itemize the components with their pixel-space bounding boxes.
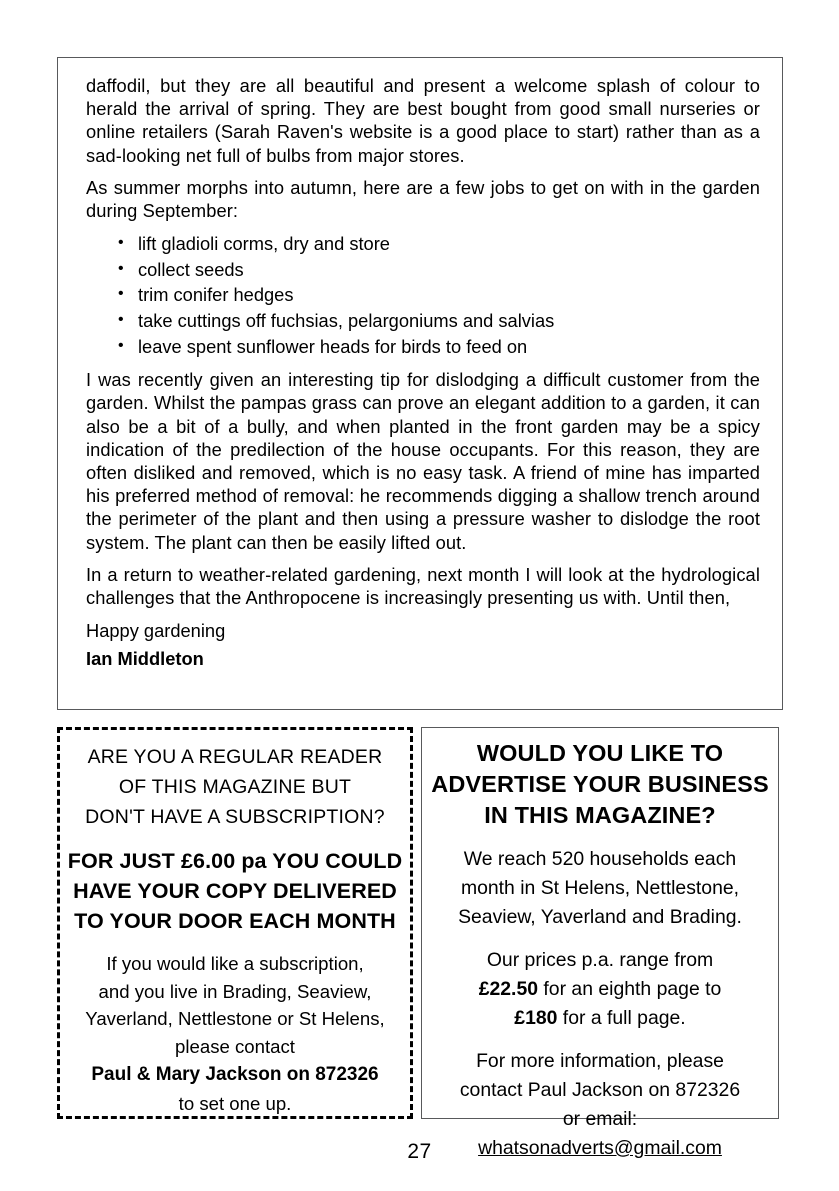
business-info-line-3: or email:	[562, 1108, 638, 1130]
subscription-body-line-4: please contact	[175, 1035, 295, 1057]
subscription-contact: Paul & Mary Jackson on 872326	[91, 1064, 379, 1085]
list-item: • lift gladioli corms, dry and store	[138, 231, 760, 257]
business-email-link[interactable]: whatsonadverts@gmail.com	[478, 1137, 722, 1159]
business-headline-line-2: ADVERTISE YOUR BUSINESS	[431, 771, 769, 797]
business-prices-intro: Our prices p.a. range from	[486, 949, 714, 971]
business-reach-line-3: Seaview, Yaverland and Brading.	[458, 906, 742, 928]
spacer	[422, 831, 778, 845]
business-headline-line-3: IN THIS MAGAZINE?	[484, 802, 716, 828]
business-price-full-amount: £180	[514, 1007, 558, 1029]
spacer	[422, 1033, 778, 1047]
subscription-headline-line-1: ARE YOU A REGULAR READER	[87, 746, 383, 768]
page-number: 27	[407, 1140, 432, 1163]
article-content	[58, 58, 782, 671]
subscription-body-line-1: If you would like a subscription,	[106, 953, 364, 974]
subscription-headline-line-3: DON'T HAVE A SUBSCRIPTION?	[85, 806, 385, 828]
subscription-headline-line-2: OF THIS MAGAZINE BUT	[118, 776, 352, 798]
spacer	[60, 936, 410, 950]
spacer	[422, 932, 778, 946]
subscription-advert-box	[57, 727, 413, 1119]
article-signoff: Happy gardening	[86, 620, 226, 642]
article-box	[57, 57, 783, 710]
list-item: • trim conifer hedges	[138, 282, 760, 308]
business-price-eighth-amount: £22.50	[478, 978, 539, 1000]
business-reach-line-1: We reach 520 households each	[463, 848, 737, 870]
subscription-offer-line-3: TO YOUR DOOR EACH MONTH	[74, 909, 396, 933]
subscription-offer-line-2: HAVE YOUR COPY DELIVERED	[73, 879, 397, 903]
article-paragraph: I was recently given an interesting tip for dislodging a difficult customer from the garden. Whilst the pampas grass can prove an elegant addition to a garden, it can also be a bit of a bully, and when planted in the front garden may be a spicy indication of the predilection of the house occupants. For this reason, they are often disliked and removed, which is no easy task. A friend of mine has imparted his preferred method of removal: he recommends digging a shallow trench around the perimeter of the plant and then using a pressure washer to dislodge the root system. The plant can then be easily lifted out.	[86, 369, 760, 553]
september-jobs-list	[86, 231, 760, 359]
list-item: • collect seeds	[138, 257, 760, 283]
business-price-full-text: for a full page.	[557, 1007, 686, 1029]
spacer	[60, 832, 410, 846]
business-price-eighth	[422, 975, 778, 1004]
list-item: • take cuttings off fuchsias, pelargoniums and salvias	[138, 308, 760, 334]
subscription-body-line-2: and you live in Brading, Seaview,	[98, 980, 372, 1002]
article-author: Ian Middleton	[86, 648, 204, 670]
article-paragraph: In a return to weather-related gardening, next month I will look at the hydrological challenges that the Anthropocene is increasingly presenting us with. Until then,	[86, 563, 760, 609]
subscription-closing: to set one up.	[178, 1093, 292, 1114]
subscription-body-line-3: Yaverland, Nettlestone or St Helens,	[85, 1008, 385, 1029]
article-paragraph: As summer morphs into autumn, here are a few jobs to get on with in the garden during September:	[86, 176, 760, 222]
business-headline-line-1: WOULD YOU LIKE TO	[476, 740, 724, 766]
business-info-line-1: For more information, please	[476, 1050, 724, 1072]
subscription-offer-line-1: FOR JUST £6.00 pa YOU COULD	[67, 849, 403, 873]
business-info-line-2: contact Paul Jackson on 872326	[459, 1079, 741, 1101]
business-price-full	[422, 1004, 778, 1033]
business-advert-box	[421, 727, 779, 1159]
business-reach-line-2: month in St Helens, Nettlestone,	[460, 877, 740, 899]
list-item: • leave spent sunflower heads for birds to feed on	[138, 334, 760, 360]
business-price-eighth-text: for an eighth page to	[538, 978, 722, 1000]
article-paragraph: daffodil, but they are all beautiful and present a welcome splash of colour to herald the arrival of spring. They are best bought from good small nurseries or online retailers (Sarah Raven's website is a good place to start) rather than as a sad-looking net full of bulbs from major stores.	[86, 75, 760, 166]
